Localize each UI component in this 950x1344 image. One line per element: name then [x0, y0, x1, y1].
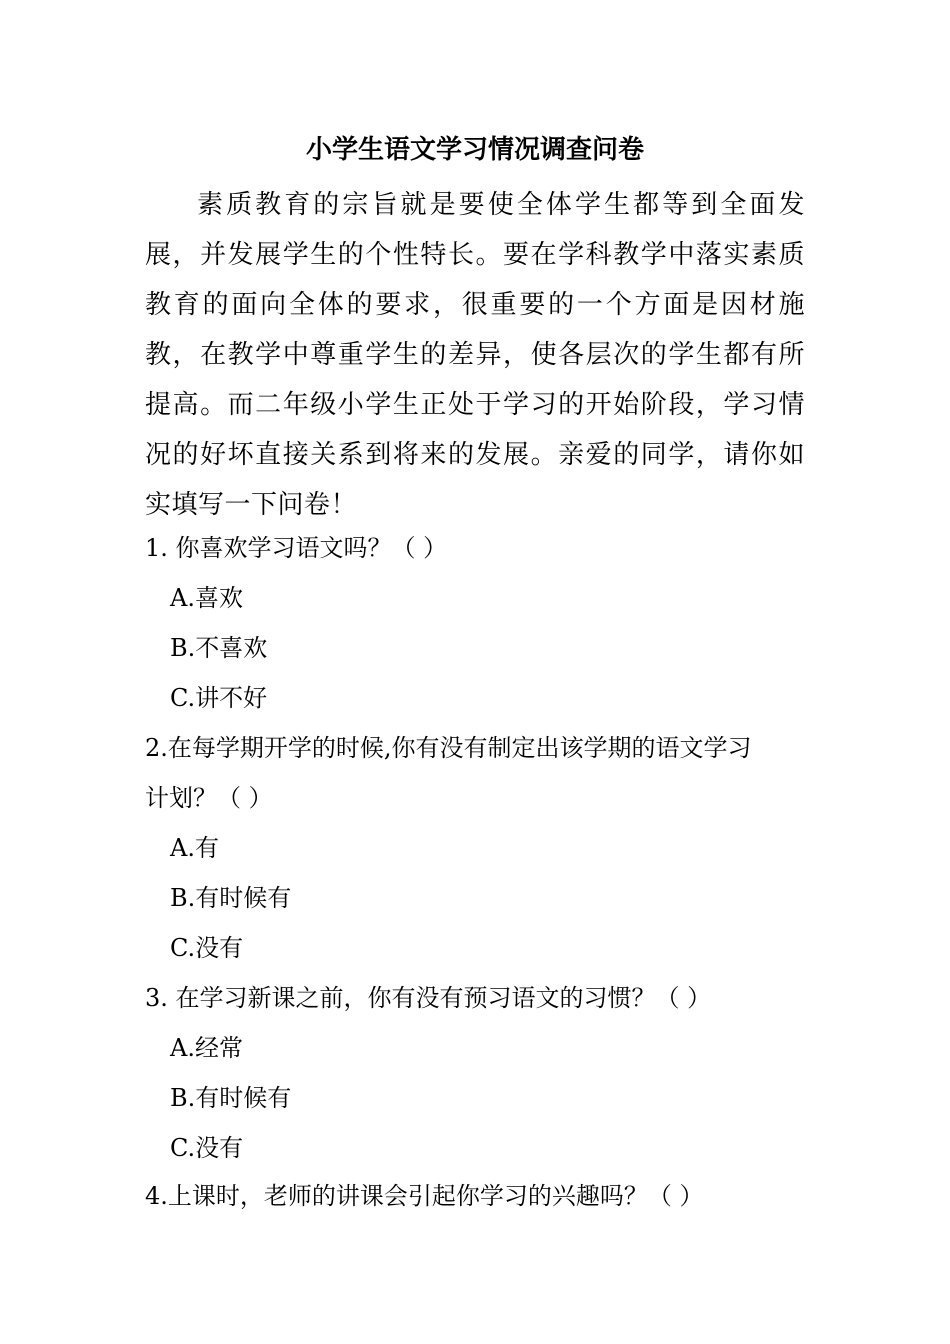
question-2-text-line-1: 2.在每学期开学的时候,你有没有制定出该学期的语文学习	[145, 734, 752, 762]
question-2-option-c: C.没有	[170, 934, 244, 962]
question-3-option-a: A.经常	[170, 1034, 243, 1062]
question-2-text-line-2: 计划？（ ）	[145, 784, 273, 812]
question-3-option-c: C.没有	[170, 1134, 244, 1162]
question-4-text: 4.上课时，老师的讲课会引起你学习的兴趣吗？（ ）	[145, 1182, 704, 1210]
document-title: 小学生语文学习情况调查问卷	[305, 135, 644, 165]
question-2-option-a: A.有	[170, 834, 219, 862]
question-1-text: 1. 你喜欢学习语文吗？（ ）	[145, 534, 448, 562]
question-3-option-b: B.有时候有	[170, 1084, 292, 1112]
intro-paragraph: 素质教育的宗旨就是要使全体学生都等到全面发展，并发展学生的个性特长。要在学科教学中落实素质教育的面向全体的要求，很重要的一个方面是因材施教，在教学中尊重学生的差异，使各层次的学生都有所提高。而二年级小学生正处于学习的开始阶段，学习情况的好坏直接关系到将来的发展。亲爱的同学，请你如实填写一下问卷！	[145, 190, 805, 520]
question-1-option-a: A.喜欢	[170, 584, 243, 612]
question-3-text: 3. 在学习新课之前，你有没有预习语文的习惯？（ ）	[145, 984, 712, 1012]
question-1-option-c: C.讲不好	[170, 684, 268, 712]
question-2-option-b: B.有时候有	[170, 884, 292, 912]
question-1-option-b: B.不喜欢	[170, 634, 268, 662]
